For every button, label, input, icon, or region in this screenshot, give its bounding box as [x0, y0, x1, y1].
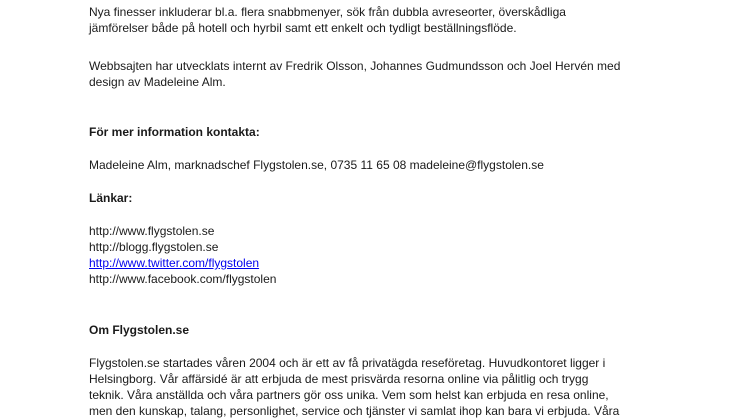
- link-website: http://www.flygstolen.se: [89, 224, 215, 238]
- contact-text: Madeleine Alm, marknadschef Flygstolen.se, 0735 11 65 08 madeleine@flygstolen.se: [89, 158, 544, 172]
- link-blog: http://blogg.flygstolen.se: [89, 240, 219, 254]
- links-heading: Länkar:: [89, 191, 133, 205]
- contact-heading: För mer information kontakta:: [89, 125, 260, 139]
- text-line: Webbsajten har utvecklats internt av Fredrik Olsson, Johannes Gudmundsson och Joel Hervén med: [89, 59, 621, 73]
- links-list: [89, 223, 276, 287]
- link-facebook: http://www.facebook.com/flygstolen: [89, 272, 277, 286]
- about-paragraph: [89, 355, 619, 419]
- text-line: Helsingborg. Vår affärsidé är att erbjuda de mest prisvärda resorna online via pålitlig och trygg: [89, 372, 589, 386]
- text-line: teknik. Våra anställda och våra partners gör oss unika. Vem som helst kan erbjuda en resa online,: [89, 388, 609, 402]
- about-heading: Om Flygstolen.se: [89, 323, 190, 337]
- text-line: design av Madeleine Alm.: [89, 75, 226, 89]
- text-line: Flygstolen.se startades våren 2004 och är ett av få privatägda reseföretag. Huvudkontoret ligger i: [89, 356, 606, 370]
- intro-paragraph-features: [89, 4, 566, 36]
- text-line: jämförelser både på hotell och hyrbil samt ett enkelt och tydligt beställningsflöde.: [89, 21, 517, 35]
- link-twitter[interactable]: http://www.twitter.com/flygstolen: [89, 256, 260, 270]
- text-line: men den kunskap, talang, personlighet, service och tjänster vi samlat ihop kan bara vi erbjuda. Våra: [89, 404, 620, 418]
- intro-paragraph-developers: [89, 58, 620, 90]
- text-line: Nya finesser inkluderar bl.a. flera snabbmenyer, sök från dubbla avreseorter, överskådliga: [89, 5, 566, 19]
